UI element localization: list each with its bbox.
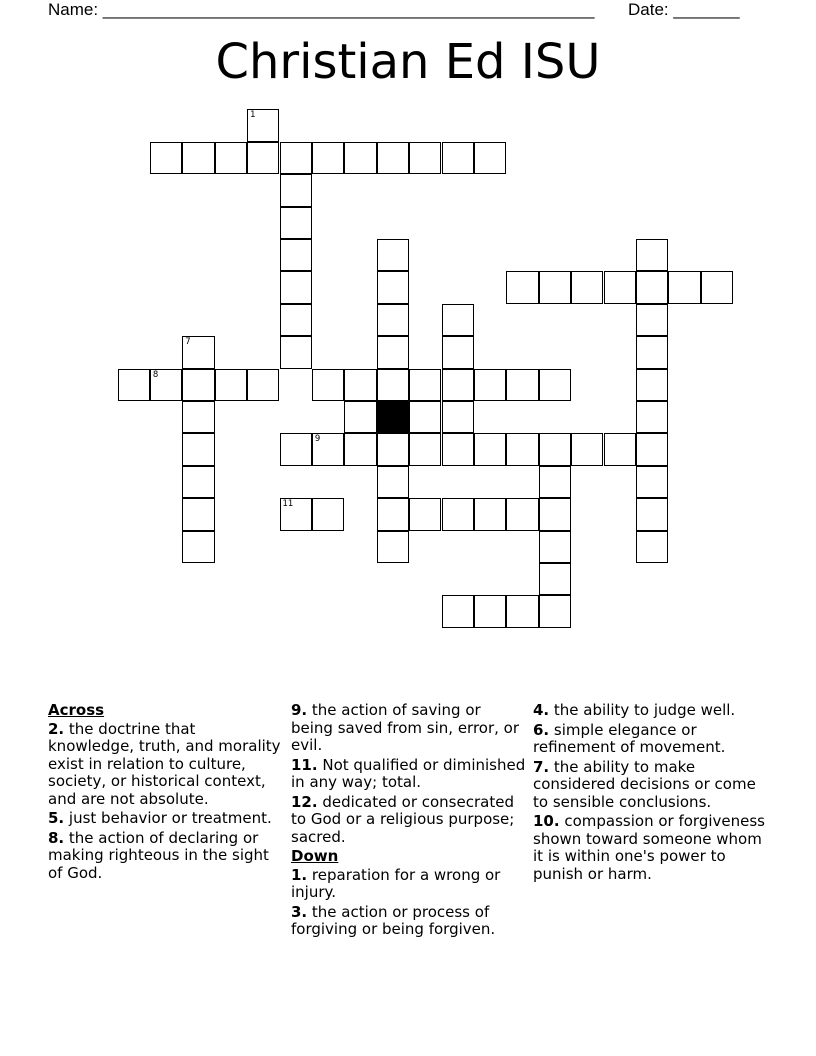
crossword-cell[interactable] <box>344 142 376 174</box>
crossword-cell[interactable] <box>247 109 279 141</box>
crossword-cell[interactable] <box>636 531 668 563</box>
crossword-cell[interactable] <box>280 239 312 271</box>
clue-number: 7 <box>185 337 191 348</box>
crossword-cell[interactable] <box>571 271 603 303</box>
crossword-cell[interactable] <box>409 142 441 174</box>
crossword-cell[interactable] <box>474 369 506 401</box>
crossword-cell[interactable] <box>280 142 312 174</box>
crossword-cell[interactable] <box>280 336 312 368</box>
crossword-cell[interactable] <box>474 142 506 174</box>
crossword-cell[interactable] <box>312 433 344 465</box>
crossword-cell[interactable] <box>280 304 312 336</box>
crossword-cell[interactable] <box>312 369 344 401</box>
clue-across-5: 5. just behavior or treatment. <box>48 809 272 827</box>
clue-down-1: 1. reparation for a wrong or injury. <box>291 865 501 901</box>
crossword-cell[interactable] <box>377 531 409 563</box>
crossword-cell[interactable] <box>442 142 474 174</box>
crossword-cell[interactable] <box>182 433 214 465</box>
crossword-cell[interactable] <box>312 142 344 174</box>
crossword-cell[interactable] <box>539 563 571 595</box>
crossword-cell[interactable] <box>215 142 247 174</box>
crossword-cell[interactable] <box>377 433 409 465</box>
clues-column-1 <box>48 702 284 884</box>
crossword-black-cell <box>377 401 409 433</box>
crossword-cell[interactable] <box>474 498 506 530</box>
crossword-cell[interactable] <box>539 271 571 303</box>
down-heading: Down <box>291 847 339 865</box>
crossword-cell[interactable] <box>506 498 538 530</box>
crossword-cell[interactable] <box>636 336 668 368</box>
clue-number: 8 <box>152 369 159 380</box>
crossword-cell[interactable] <box>150 142 182 174</box>
crossword-cell[interactable] <box>539 369 571 401</box>
crossword-cell[interactable] <box>539 595 571 627</box>
clue-across-2: 2. the doctrine that knowledge, truth, and morality exist in relation to culture, society, or historical context, and are not absolute. <box>48 719 281 808</box>
clue-number: 1 <box>250 110 256 121</box>
crossword-cell[interactable] <box>442 369 474 401</box>
crossword-cell[interactable] <box>118 369 150 401</box>
crossword-cell[interactable] <box>442 304 474 336</box>
name-field-label: Name: ____________________________________________________ <box>48 0 595 19</box>
clue-across-9: 9. the action of saving or being saved from sin, error, or evil. <box>291 701 520 754</box>
crossword-cell[interactable] <box>150 369 182 401</box>
crossword-cell[interactable] <box>280 498 312 530</box>
crossword-cell[interactable] <box>182 142 214 174</box>
crossword-cell[interactable] <box>409 369 441 401</box>
clue-number: 9 <box>314 434 321 445</box>
crossword-cell[interactable] <box>280 271 312 303</box>
crossword-cell[interactable] <box>636 271 668 303</box>
crossword-cell[interactable] <box>377 369 409 401</box>
crossword-cell[interactable] <box>312 498 344 530</box>
crossword-cell[interactable] <box>506 271 538 303</box>
crossword-cell[interactable] <box>539 433 571 465</box>
date-field-label: Date: _______ <box>628 0 740 19</box>
crossword-cell[interactable] <box>409 401 441 433</box>
crossword-cell[interactable] <box>409 498 441 530</box>
crossword-cell[interactable] <box>474 595 506 627</box>
crossword-cell[interactable] <box>442 336 474 368</box>
crossword-cell[interactable] <box>636 466 668 498</box>
across-heading: Across <box>48 701 105 719</box>
crossword-cell[interactable] <box>636 239 668 271</box>
crossword-cell[interactable] <box>182 531 214 563</box>
crossword-cell[interactable] <box>409 433 441 465</box>
crossword-cell[interactable] <box>344 401 376 433</box>
crossword-cell[interactable] <box>280 433 312 465</box>
crossword-cell[interactable] <box>377 142 409 174</box>
clue-down-4: 4. the ability to judge well. <box>533 701 736 719</box>
crossword-cell[interactable] <box>636 433 668 465</box>
clues-column-2 <box>291 702 527 941</box>
crossword-cell[interactable] <box>377 239 409 271</box>
crossword-cell[interactable] <box>377 271 409 303</box>
crossword-cell[interactable] <box>377 466 409 498</box>
clue-number: 11 <box>282 499 294 510</box>
page-title: Christian Ed ISU <box>215 34 601 90</box>
crossword-cell[interactable] <box>442 498 474 530</box>
clue-down-3: 3. the action or process of forgiving or being forgiven. <box>291 902 496 938</box>
crossword-cell[interactable] <box>182 498 214 530</box>
clue-across-8: 8. the action of declaring or making righteous in the sight of God. <box>48 828 269 882</box>
crossword-cell[interactable] <box>182 369 214 401</box>
crossword-cell[interactable] <box>636 304 668 336</box>
crossword-cell[interactable] <box>280 207 312 239</box>
crossword-cell[interactable] <box>506 369 538 401</box>
crossword-cell[interactable] <box>636 369 668 401</box>
clue-down-10: 10. compassion or forgiveness shown toward someone whom it is within one's power to punish or harm. <box>533 812 765 883</box>
crossword-cell[interactable] <box>571 433 603 465</box>
clue-down-6: 6. simple elegance or refinement of movement. <box>533 720 726 756</box>
crossword-cell[interactable] <box>182 401 214 433</box>
crossword-cell[interactable] <box>539 466 571 498</box>
crossword-cell[interactable] <box>604 271 636 303</box>
crossword-cell[interactable] <box>215 369 247 401</box>
crossword-cell[interactable] <box>247 369 279 401</box>
crossword-cell[interactable] <box>604 433 636 465</box>
crossword-cell[interactable] <box>668 271 700 303</box>
crossword-cell[interactable] <box>182 466 214 498</box>
clues-column-3 <box>533 702 769 885</box>
crossword-cell[interactable] <box>539 498 571 530</box>
crossword-cell[interactable] <box>636 401 668 433</box>
crossword-cell[interactable] <box>539 531 571 563</box>
clue-across-12: 12. dedicated or consecrated to God or a religious purpose; sacred. <box>291 792 515 846</box>
clue-down-7: 7. the ability to make considered decisions or come to sensible conclusions. <box>533 757 756 811</box>
crossword-cell[interactable] <box>701 271 733 303</box>
crossword-cell[interactable] <box>636 498 668 530</box>
crossword-cell[interactable] <box>442 595 474 627</box>
crossword-cell[interactable] <box>377 498 409 530</box>
crossword-cell[interactable] <box>442 401 474 433</box>
crossword-cell[interactable] <box>474 433 506 465</box>
crossword-cell[interactable] <box>247 142 279 174</box>
crossword-cell[interactable] <box>442 433 474 465</box>
crossword-cell[interactable] <box>377 304 409 336</box>
clue-across-11: 11. Not qualified or diminished in any way; total. <box>291 755 526 791</box>
crossword-cell[interactable] <box>377 336 409 368</box>
crossword-cell[interactable] <box>280 174 312 206</box>
crossword-cell[interactable] <box>344 433 376 465</box>
crossword-cell[interactable] <box>344 369 376 401</box>
crossword-cell[interactable] <box>182 336 214 368</box>
crossword-cell[interactable] <box>506 595 538 627</box>
crossword-cell[interactable] <box>506 433 538 465</box>
